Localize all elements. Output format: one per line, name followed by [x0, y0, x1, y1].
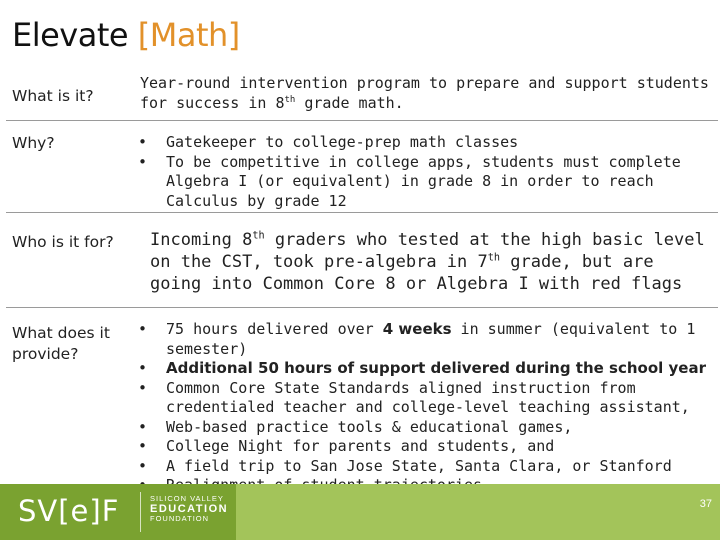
who-text-part2: graders who tested at the high basic level on the CST, took pre-algebra in 7	[150, 230, 705, 272]
bullet-icon: •	[138, 152, 148, 171]
why-list-item	[138, 153, 710, 212]
provide-item-text: Common Core State Standards aligned instruction from credentialed teacher and college-level teaching assistant,	[166, 378, 690, 416]
provide-list-item	[138, 379, 718, 418]
row-divider	[6, 120, 718, 121]
svef-logo	[0, 484, 236, 540]
page-number: 37	[699, 498, 712, 510]
bullet-icon: •	[138, 417, 148, 436]
provide-list-item	[138, 418, 718, 438]
what-text-part2: grade math.	[295, 93, 404, 112]
bullet-icon: •	[138, 456, 148, 475]
logo-line1: SILICON VALLEY	[150, 494, 224, 503]
logo-line2: EDUCATION	[150, 503, 229, 515]
provide-item2-text: Additional 50 hours of support delivered during the school year	[166, 359, 706, 377]
bullet-icon: •	[138, 133, 148, 151]
bullet-icon: •	[138, 320, 148, 338]
provide-list-item	[138, 437, 718, 457]
bullet-icon: •	[138, 437, 148, 455]
provide-item1-bold: 4 weeks	[382, 320, 452, 338]
provide-item1-after: in summer (equivalent to 1 semester)	[166, 320, 696, 358]
provide-item1-text: 75 hours delivered over	[166, 320, 383, 338]
logo-mark: SV[e]F	[18, 494, 120, 528]
footer-bar	[0, 484, 720, 540]
logo-line3: FOUNDATION	[150, 514, 210, 523]
what-text-part1: Year-round intervention program to prepare and support students for success in 8	[140, 74, 709, 112]
provide-item-text: A field trip to San Jose State, Santa Clara, or Stanford	[166, 456, 672, 475]
what-is-it-text	[140, 74, 710, 113]
who-is-it-for-text	[150, 229, 714, 295]
bullet-icon: •	[138, 378, 148, 397]
label-what-is-it: What is it?	[12, 87, 94, 105]
logo-wordmark	[150, 494, 228, 524]
why-list	[138, 133, 710, 211]
logo-divider	[140, 492, 141, 532]
who-text-part3: grade, but are going into Common Core 8 or Algebra I with red flags	[150, 252, 683, 294]
provide-list-item	[138, 359, 718, 379]
who-text-sup1: th	[252, 230, 265, 242]
bullet-icon: •	[138, 359, 148, 377]
provide-item-text: College Night for parents and students, and	[166, 437, 555, 455]
title-accent: [Math]	[137, 16, 240, 54]
slide-title	[12, 16, 240, 54]
why-item-text: To be competitive in college apps, students must complete Algebra I (or equivalent) in grade 8 in order to reach Calculus by grade 12	[166, 152, 681, 210]
title-main: Elevate	[12, 16, 129, 54]
provide-list-item	[138, 320, 718, 359]
provide-item-text: Web-based practice tools & educational games,	[166, 417, 573, 436]
who-text-part1: Incoming 8	[150, 230, 253, 250]
why-item-text: Gatekeeper to college-prep math classes	[166, 133, 519, 151]
who-text-sup2: th	[487, 252, 501, 264]
label-what-does-it-provide: What does it provide?	[12, 324, 110, 363]
why-list-item	[138, 133, 710, 153]
label-who-is-it-for: Who is it for?	[12, 233, 114, 251]
row-divider	[6, 212, 718, 213]
label-why: Why?	[12, 134, 55, 152]
row-divider	[6, 307, 718, 308]
provide-list	[138, 320, 718, 496]
what-text-sup: th	[284, 94, 296, 105]
provide-list-item	[138, 457, 718, 477]
